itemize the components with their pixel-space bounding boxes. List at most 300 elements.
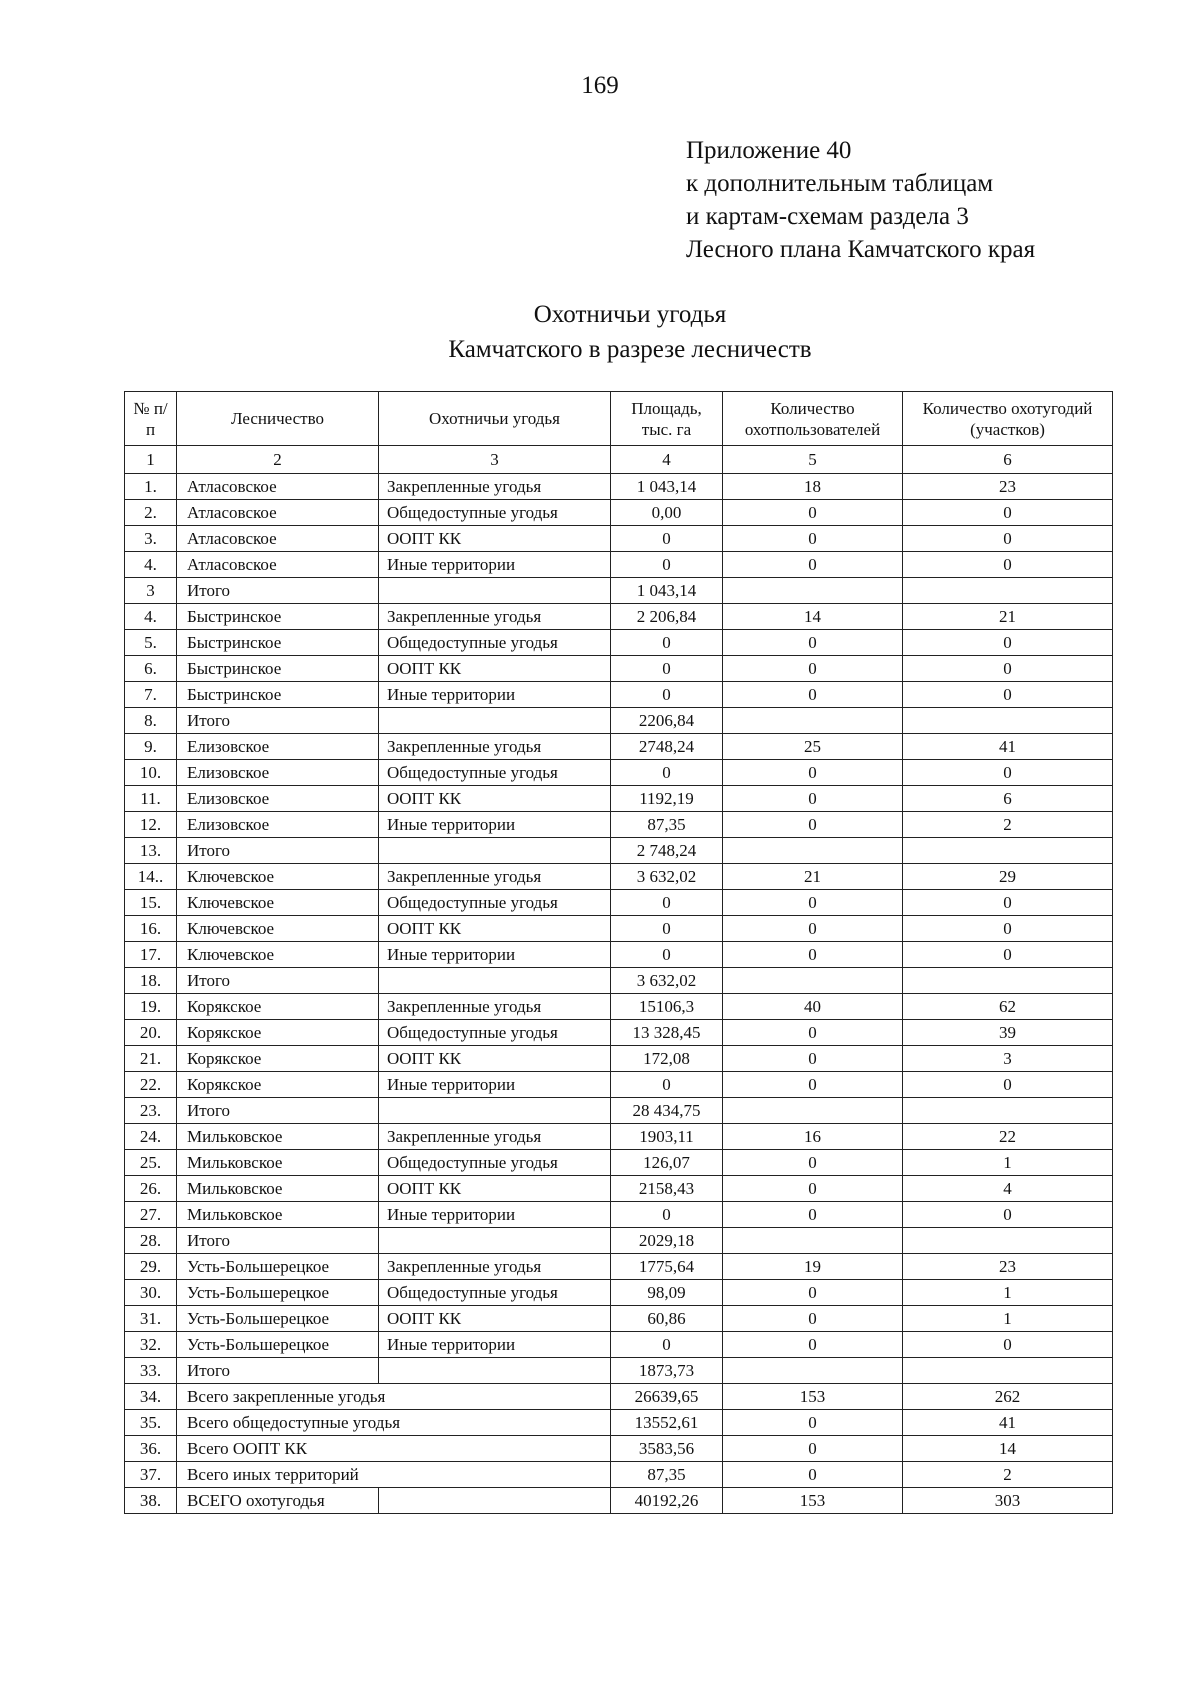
row-number: 3	[125, 578, 177, 604]
users-count-cell	[723, 1098, 903, 1124]
row-number: 32.	[125, 1332, 177, 1358]
area-cell: 3 632,02	[611, 864, 723, 890]
document-title	[0, 297, 1200, 367]
row-number: 33.	[125, 1358, 177, 1384]
area-cell: 172,08	[611, 1046, 723, 1072]
header-users-count: Количество охотпользователей	[723, 392, 903, 446]
forestry-cell: Мильковское	[177, 1150, 379, 1176]
area-cell: 0	[611, 1202, 723, 1228]
area-cell: 0	[611, 916, 723, 942]
users-count-cell: 0	[723, 500, 903, 526]
users-count-cell: 0	[723, 1332, 903, 1358]
plots-count-cell: 0	[903, 1072, 1113, 1098]
table-row	[125, 474, 1113, 500]
plots-count-cell: 3	[903, 1046, 1113, 1072]
users-count-cell: 0	[723, 526, 903, 552]
plots-count-cell: 0	[903, 656, 1113, 682]
row-number: 8.	[125, 708, 177, 734]
forestry-cell: Мильковское	[177, 1202, 379, 1228]
plots-count-cell	[903, 578, 1113, 604]
forestry-cell: Итого	[177, 1228, 379, 1254]
column-number: 3	[379, 446, 611, 474]
area-cell: 87,35	[611, 812, 723, 838]
hunting-land-type-cell: ООПТ КК	[379, 786, 611, 812]
hunting-land-type-cell: Иные территории	[379, 812, 611, 838]
plots-count-cell	[903, 708, 1113, 734]
hunting-land-type-cell: Закрепленные угодья	[379, 1254, 611, 1280]
users-count-cell: 0	[723, 760, 903, 786]
forestry-cell: Быстринское	[177, 682, 379, 708]
title-line-1: Охотничьи угодья	[533, 301, 727, 328]
forestry-cell: Елизовское	[177, 786, 379, 812]
row-number: 7.	[125, 682, 177, 708]
table-row	[125, 942, 1113, 968]
users-count-cell: 0	[723, 1150, 903, 1176]
users-count-cell: 0	[723, 1306, 903, 1332]
hunting-land-type-cell	[379, 1098, 611, 1124]
row-number: 11.	[125, 786, 177, 812]
hunting-land-type-cell: ООПТ КК	[379, 526, 611, 552]
grand-total-label-cell: ВСЕГО охотугодья	[177, 1488, 379, 1514]
table-row	[125, 1202, 1113, 1228]
area-cell: 2158,43	[611, 1176, 723, 1202]
area-cell: 13552,61	[611, 1410, 723, 1436]
area-cell: 2748,24	[611, 734, 723, 760]
table-row	[125, 994, 1113, 1020]
table-row	[125, 1358, 1113, 1384]
row-number: 19.	[125, 994, 177, 1020]
forestry-cell: Итого	[177, 838, 379, 864]
row-number: 18.	[125, 968, 177, 994]
hunting-land-type-cell	[379, 838, 611, 864]
users-count-cell	[723, 1228, 903, 1254]
hunting-land-type-cell: Иные территории	[379, 1202, 611, 1228]
area-cell: 1903,11	[611, 1124, 723, 1150]
users-count-cell	[723, 708, 903, 734]
table-header-row	[125, 392, 1113, 446]
users-count-cell: 40	[723, 994, 903, 1020]
area-cell: 0	[611, 552, 723, 578]
table-row	[125, 1332, 1113, 1358]
users-count-cell: 0	[723, 942, 903, 968]
area-cell: 2 206,84	[611, 604, 723, 630]
plots-count-cell: 0	[903, 500, 1113, 526]
area-cell: 0	[611, 682, 723, 708]
hunting-land-type-cell: Закрепленные угодья	[379, 1124, 611, 1150]
hunting-land-type-cell: Закрепленные угодья	[379, 734, 611, 760]
forestry-cell: Елизовское	[177, 760, 379, 786]
summary-row	[125, 1410, 1113, 1436]
appendix-line: Приложение 40	[686, 137, 852, 164]
column-number: 6	[903, 446, 1113, 474]
row-number: 37.	[125, 1462, 177, 1488]
forestry-cell: Атласовское	[177, 526, 379, 552]
plots-count-cell	[903, 1098, 1113, 1124]
row-number: 4.	[125, 552, 177, 578]
row-number: 38.	[125, 1488, 177, 1514]
forestry-cell: Усть-Большерецкое	[177, 1306, 379, 1332]
hunting-land-type-cell: ООПТ КК	[379, 656, 611, 682]
area-cell: 1775,64	[611, 1254, 723, 1280]
table-row	[125, 734, 1113, 760]
table-row	[125, 1020, 1113, 1046]
hunting-land-type-cell	[379, 968, 611, 994]
appendix-block	[686, 134, 1035, 266]
plots-count-cell: 0	[903, 682, 1113, 708]
users-count-cell: 0	[723, 812, 903, 838]
table-row	[125, 604, 1113, 630]
table-row	[125, 890, 1113, 916]
table-row	[125, 1280, 1113, 1306]
row-number: 12.	[125, 812, 177, 838]
hunting-land-type-cell: Иные территории	[379, 552, 611, 578]
users-count-cell: 0	[723, 1176, 903, 1202]
users-count-cell: 0	[723, 630, 903, 656]
summary-row	[125, 1462, 1113, 1488]
area-cell: 26639,65	[611, 1384, 723, 1410]
hunting-land-type-cell: ООПТ КК	[379, 1046, 611, 1072]
plots-count-cell: 0	[903, 552, 1113, 578]
hunting-land-type-cell: Иные территории	[379, 1332, 611, 1358]
column-number: 1	[125, 446, 177, 474]
row-number: 2.	[125, 500, 177, 526]
users-count-cell	[723, 578, 903, 604]
hunting-land-type-cell: Общедоступные угодья	[379, 1280, 611, 1306]
plots-count-cell: 62	[903, 994, 1113, 1020]
forestry-cell: Корякское	[177, 1072, 379, 1098]
plots-count-cell: 23	[903, 474, 1113, 500]
table-row	[125, 630, 1113, 656]
area-cell: 2 748,24	[611, 838, 723, 864]
row-number: 17.	[125, 942, 177, 968]
plots-count-cell: 1	[903, 1280, 1113, 1306]
plots-count-cell: 0	[903, 942, 1113, 968]
hunting-land-type-cell: ООПТ КК	[379, 1176, 611, 1202]
row-number: 21.	[125, 1046, 177, 1072]
area-cell: 87,35	[611, 1462, 723, 1488]
plots-count-cell: 21	[903, 604, 1113, 630]
forestry-cell: Усть-Большерецкое	[177, 1254, 379, 1280]
header-forestry: Лесничество	[177, 392, 379, 446]
row-number: 25.	[125, 1150, 177, 1176]
users-count-cell: 0	[723, 916, 903, 942]
area-cell: 0	[611, 656, 723, 682]
row-number: 27.	[125, 1202, 177, 1228]
hunting-land-type-cell: Закрепленные угодья	[379, 474, 611, 500]
users-count-cell: 19	[723, 1254, 903, 1280]
area-cell: 0	[611, 526, 723, 552]
plots-count-cell	[903, 968, 1113, 994]
table-row	[125, 500, 1113, 526]
table-row	[125, 656, 1113, 682]
hunting-land-type-cell: Закрепленные угодья	[379, 604, 611, 630]
table-row	[125, 1098, 1113, 1124]
plots-count-cell: 303	[903, 1488, 1113, 1514]
forestry-cell: Елизовское	[177, 734, 379, 760]
area-cell: 60,86	[611, 1306, 723, 1332]
row-number: 24.	[125, 1124, 177, 1150]
users-count-cell: 16	[723, 1124, 903, 1150]
table-row	[125, 864, 1113, 890]
users-count-cell: 0	[723, 1202, 903, 1228]
row-number: 35.	[125, 1410, 177, 1436]
plots-count-cell: 0	[903, 760, 1113, 786]
area-cell: 15106,3	[611, 994, 723, 1020]
plots-count-cell: 22	[903, 1124, 1113, 1150]
plots-count-cell: 29	[903, 864, 1113, 890]
forestry-cell: Итого	[177, 1358, 379, 1384]
row-number: 23.	[125, 1098, 177, 1124]
row-number: 22.	[125, 1072, 177, 1098]
users-count-cell	[723, 968, 903, 994]
title-line-2: Камчатского в разрезе лесничеств	[448, 336, 812, 363]
table-row	[125, 1046, 1113, 1072]
forestry-cell: Быстринское	[177, 630, 379, 656]
users-count-cell	[723, 838, 903, 864]
appendix-line: Лесного плана Камчатского края	[686, 236, 1036, 263]
row-number: 5.	[125, 630, 177, 656]
summary-row	[125, 1436, 1113, 1462]
hunting-land-type-cell: Общедоступные угодья	[379, 1150, 611, 1176]
area-cell: 2206,84	[611, 708, 723, 734]
users-count-cell: 153	[723, 1488, 903, 1514]
table-row	[125, 786, 1113, 812]
row-number: 15.	[125, 890, 177, 916]
hunting-lands-table	[124, 391, 1113, 1514]
plots-count-cell	[903, 1228, 1113, 1254]
table-row	[125, 1072, 1113, 1098]
hunting-land-type-cell: Общедоступные угодья	[379, 760, 611, 786]
row-number: 26.	[125, 1176, 177, 1202]
users-count-cell: 0	[723, 1046, 903, 1072]
hunting-land-type-cell: Иные территории	[379, 1072, 611, 1098]
forestry-cell: Корякское	[177, 1020, 379, 1046]
row-number: 10.	[125, 760, 177, 786]
area-cell: 1 043,14	[611, 474, 723, 500]
users-count-cell: 0	[723, 786, 903, 812]
row-number: 4.	[125, 604, 177, 630]
summary-row	[125, 1384, 1113, 1410]
forestry-cell: Ключевское	[177, 890, 379, 916]
area-cell: 0	[611, 942, 723, 968]
area-cell: 1873,73	[611, 1358, 723, 1384]
summary-label-cell: Всего иных территорий	[177, 1462, 611, 1488]
forestry-cell: Корякское	[177, 994, 379, 1020]
header-num: № п/п	[125, 392, 177, 446]
row-number: 6.	[125, 656, 177, 682]
users-count-cell: 0	[723, 656, 903, 682]
table-row	[125, 1254, 1113, 1280]
table-row	[125, 1176, 1113, 1202]
users-count-cell: 153	[723, 1384, 903, 1410]
forestry-cell: Быстринское	[177, 656, 379, 682]
users-count-cell: 21	[723, 864, 903, 890]
table-row	[125, 526, 1113, 552]
table-row	[125, 1124, 1113, 1150]
hunting-land-type-cell: ООПТ КК	[379, 1306, 611, 1332]
users-count-cell: 0	[723, 890, 903, 916]
area-cell: 0	[611, 890, 723, 916]
plots-count-cell: 14	[903, 1436, 1113, 1462]
hunting-land-type-cell: Общедоступные угодья	[379, 500, 611, 526]
plots-count-cell: 0	[903, 1332, 1113, 1358]
row-number: 30.	[125, 1280, 177, 1306]
row-number: 36.	[125, 1436, 177, 1462]
forestry-cell: Атласовское	[177, 474, 379, 500]
column-number: 4	[611, 446, 723, 474]
users-count-cell: 0	[723, 1436, 903, 1462]
forestry-cell: Усть-Большерецкое	[177, 1332, 379, 1358]
users-count-cell: 18	[723, 474, 903, 500]
area-cell: 0	[611, 760, 723, 786]
summary-label-cell: Всего закрепленные угодья	[177, 1384, 611, 1410]
table-row	[125, 838, 1113, 864]
hunting-land-type-cell: Общедоступные угодья	[379, 890, 611, 916]
plots-count-cell	[903, 838, 1113, 864]
column-number: 2	[177, 446, 379, 474]
plots-count-cell: 6	[903, 786, 1113, 812]
area-cell: 0	[611, 1332, 723, 1358]
area-cell: 40192,26	[611, 1488, 723, 1514]
users-count-cell: 25	[723, 734, 903, 760]
table-row	[125, 1306, 1113, 1332]
table-row	[125, 682, 1113, 708]
plots-count-cell	[903, 1358, 1113, 1384]
plots-count-cell: 23	[903, 1254, 1113, 1280]
users-count-cell: 14	[723, 604, 903, 630]
hunting-land-type-cell: Общедоступные угодья	[379, 1020, 611, 1046]
hunting-land-type-cell	[379, 1488, 611, 1514]
forestry-cell: Ключевское	[177, 916, 379, 942]
row-number: 34.	[125, 1384, 177, 1410]
users-count-cell: 0	[723, 552, 903, 578]
table-row	[125, 1228, 1113, 1254]
forestry-cell: Мильковское	[177, 1124, 379, 1150]
table-row	[125, 968, 1113, 994]
forestry-cell: Ключевское	[177, 864, 379, 890]
header-plots-count: Количество охотугодий (участков)	[903, 392, 1113, 446]
plots-count-cell: 2	[903, 812, 1113, 838]
column-number: 5	[723, 446, 903, 474]
area-cell: 0	[611, 630, 723, 656]
area-cell: 1 043,14	[611, 578, 723, 604]
plots-count-cell: 1	[903, 1306, 1113, 1332]
area-cell: 2029,18	[611, 1228, 723, 1254]
row-number: 28.	[125, 1228, 177, 1254]
plots-count-cell: 0	[903, 1202, 1113, 1228]
forestry-cell: Итого	[177, 968, 379, 994]
forestry-cell: Быстринское	[177, 604, 379, 630]
users-count-cell	[723, 1358, 903, 1384]
plots-count-cell: 39	[903, 1020, 1113, 1046]
table-row	[125, 708, 1113, 734]
column-numbers-row	[125, 446, 1113, 474]
hunting-land-type-cell	[379, 1358, 611, 1384]
hunting-land-type-cell: Закрепленные угодья	[379, 864, 611, 890]
plots-count-cell: 2	[903, 1462, 1113, 1488]
row-number: 3.	[125, 526, 177, 552]
table-row	[125, 812, 1113, 838]
area-cell: 3583,56	[611, 1436, 723, 1462]
row-number: 20.	[125, 1020, 177, 1046]
table-row	[125, 578, 1113, 604]
hunting-land-type-cell: Закрепленные угодья	[379, 994, 611, 1020]
users-count-cell: 0	[723, 1410, 903, 1436]
plots-count-cell: 1	[903, 1150, 1113, 1176]
hunting-land-type-cell: Иные территории	[379, 942, 611, 968]
plots-count-cell: 0	[903, 890, 1113, 916]
area-cell: 98,09	[611, 1280, 723, 1306]
users-count-cell: 0	[723, 1462, 903, 1488]
users-count-cell: 0	[723, 682, 903, 708]
forestry-cell: Ключевское	[177, 942, 379, 968]
hunting-land-type-cell	[379, 578, 611, 604]
area-cell: 3 632,02	[611, 968, 723, 994]
page-number: 169	[581, 72, 619, 99]
users-count-cell: 0	[723, 1280, 903, 1306]
area-cell: 13 328,45	[611, 1020, 723, 1046]
header-hunting-lands: Охотничьи угодья	[379, 392, 611, 446]
row-number: 9.	[125, 734, 177, 760]
area-cell: 28 434,75	[611, 1098, 723, 1124]
forestry-cell: Атласовское	[177, 500, 379, 526]
area-cell: 0,00	[611, 500, 723, 526]
plots-count-cell: 4	[903, 1176, 1113, 1202]
forestry-cell: Итого	[177, 1098, 379, 1124]
grand-total-row	[125, 1488, 1113, 1514]
users-count-cell: 0	[723, 1072, 903, 1098]
table-row	[125, 760, 1113, 786]
forestry-cell: Корякское	[177, 1046, 379, 1072]
header-area: Площадь, тыс. га	[611, 392, 723, 446]
summary-label-cell: Всего общедоступные угодья	[177, 1410, 611, 1436]
plots-count-cell: 0	[903, 916, 1113, 942]
plots-count-cell: 0	[903, 630, 1113, 656]
hunting-land-type-cell: Общедоступные угодья	[379, 630, 611, 656]
summary-label-cell: Всего ООПТ КК	[177, 1436, 611, 1462]
area-cell: 126,07	[611, 1150, 723, 1176]
area-cell: 0	[611, 1072, 723, 1098]
row-number: 29.	[125, 1254, 177, 1280]
row-number: 1.	[125, 474, 177, 500]
row-number: 13.	[125, 838, 177, 864]
table-row	[125, 552, 1113, 578]
row-number: 14..	[125, 864, 177, 890]
users-count-cell: 0	[723, 1020, 903, 1046]
table-row	[125, 916, 1113, 942]
forestry-cell: Атласовское	[177, 552, 379, 578]
hunting-land-type-cell: ООПТ КК	[379, 916, 611, 942]
forestry-cell: Итого	[177, 578, 379, 604]
hunting-land-type-cell	[379, 1228, 611, 1254]
row-number: 31.	[125, 1306, 177, 1332]
forestry-cell: Усть-Большерецкое	[177, 1280, 379, 1306]
plots-count-cell: 41	[903, 734, 1113, 760]
plots-count-cell: 41	[903, 1410, 1113, 1436]
forestry-cell: Мильковское	[177, 1176, 379, 1202]
hunting-land-type-cell: Иные территории	[379, 682, 611, 708]
row-number: 16.	[125, 916, 177, 942]
area-cell: 1192,19	[611, 786, 723, 812]
table-row	[125, 1150, 1113, 1176]
hunting-land-type-cell	[379, 708, 611, 734]
plots-count-cell: 0	[903, 526, 1113, 552]
appendix-line: к дополнительным таблицам	[686, 170, 994, 197]
forestry-cell: Елизовское	[177, 812, 379, 838]
forestry-cell: Итого	[177, 708, 379, 734]
plots-count-cell: 262	[903, 1384, 1113, 1410]
appendix-line: и картам-схемам раздела 3	[686, 203, 969, 230]
